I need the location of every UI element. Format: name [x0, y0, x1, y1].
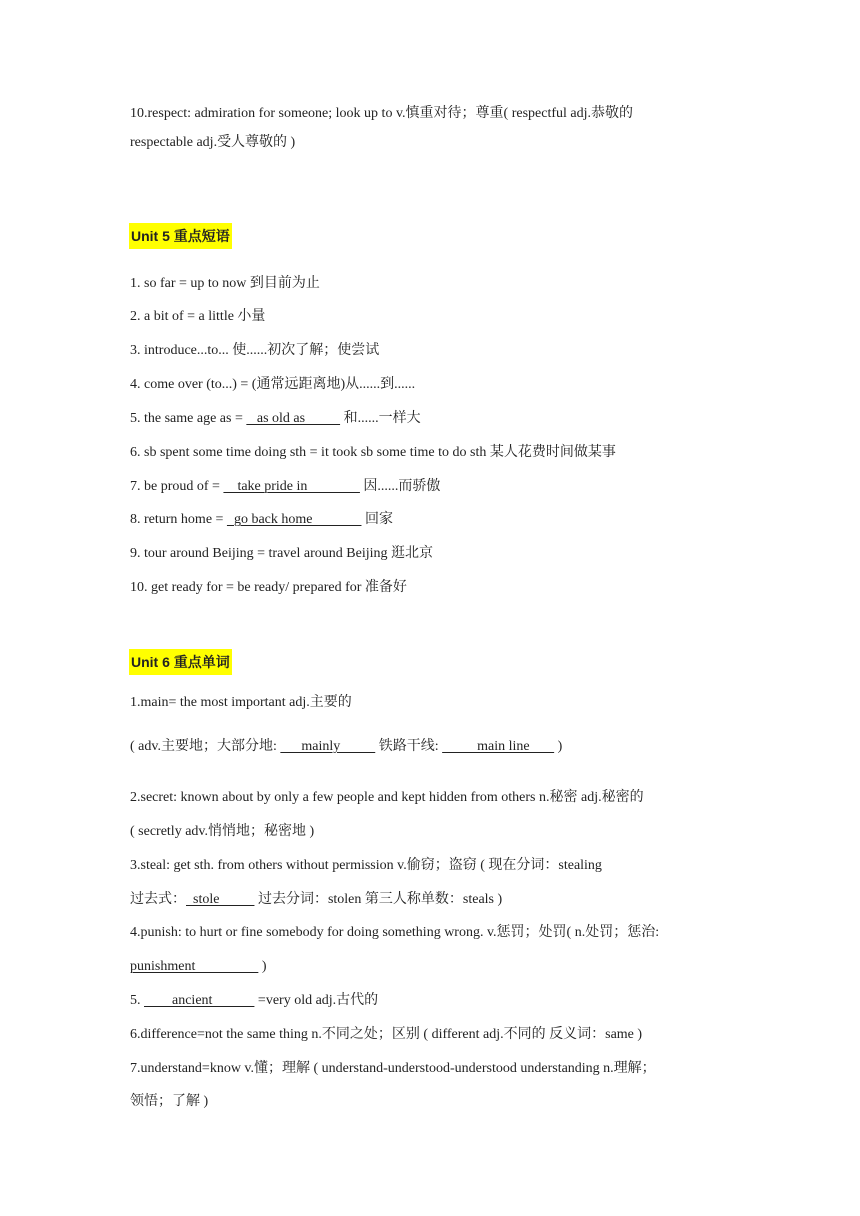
entry-respect-line2: respectable adj.受人尊敬的 ): [130, 135, 296, 150]
unit5-heading: Unit 5 重点短语: [129, 223, 232, 249]
item-suffix: 回家: [361, 512, 393, 527]
item-middle: 铁路干线:: [375, 739, 443, 754]
unit5-item-7: [130, 477, 440, 497]
unit6-main-line2: [130, 737, 562, 757]
fill-in-blank: mainly: [280, 739, 376, 754]
fill-in-blank: go back home: [226, 512, 362, 527]
unit6-punish-line2: [130, 957, 267, 977]
item-suffix: =very old adj.古代的: [254, 993, 379, 1008]
unit6-secret-line1: 2.secret: known about by only a few people and kept hidden from others n.秘密 adj.秘密的: [130, 790, 644, 805]
unit6-difference: 6.difference=not the same thing n.不同之处；区别 ( different adj.不同的 反义词：same ): [130, 1027, 643, 1042]
unit5-item-3: 3. introduce...to... 使......初次了解；使尝试: [130, 343, 380, 358]
unit5-item-5: [130, 409, 421, 429]
unit5-item-1: 1. so far = up to now 到目前为止: [130, 276, 320, 291]
item-suffix: ): [258, 959, 267, 974]
unit6-understand-line2: 领悟；了解 ): [130, 1094, 209, 1109]
unit5-item-4: 4. come over (to...) = (通常远距离地)从......到......: [130, 377, 416, 392]
fill-in-blank: punishment: [130, 959, 259, 974]
entry-respect-line1: 10.respect: admiration for someone; look up to v.慎重对待；尊重( respectful adj.恭敬的: [130, 106, 633, 121]
fill-in-blank: main line: [442, 739, 555, 754]
unit6-secret-line2: ( secretly adv.悄悄地；秘密地 ): [130, 824, 315, 839]
fill-in-blank: take pride in: [223, 479, 360, 494]
fill-in-blank: as old as: [246, 411, 341, 426]
item-prefix: 5.: [130, 993, 144, 1008]
fill-in-blank: ancient: [144, 993, 255, 1008]
unit5-item-10: 10. get ready for = be ready/ prepared for 准备好: [130, 580, 407, 595]
item-suffix: 和......一样大: [340, 411, 421, 426]
item-prefix: 8. return home =: [130, 512, 227, 527]
unit6-steal-line1: 3.steal: get sth. from others without permission v.偷窃；盗窃 ( 现在分词：stealing: [130, 858, 602, 873]
unit6-punish-line1: 4.punish: to hurt or fine somebody for doing something wrong. v.惩罚；处罚( n.处罚；惩治:: [130, 925, 660, 940]
unit5-item-2: 2. a bit of = a little 小量: [130, 309, 266, 324]
item-suffix: ): [554, 739, 563, 754]
unit6-understand-line1: 7.understand=know v.懂；理解 ( understand-understood-understood understanding n.理解；: [130, 1061, 656, 1076]
item-prefix: 5. the same age as =: [130, 411, 247, 426]
unit6-ancient: [130, 991, 378, 1011]
unit5-item-8: [130, 510, 393, 530]
item-prefix: ( adv.主要地；大部分地:: [130, 739, 281, 754]
fill-in-blank: stole: [186, 892, 255, 907]
unit6-steal-line2: [130, 890, 502, 910]
item-suffix: 过去分词：stolen 第三人称单数：steals ): [254, 892, 503, 907]
unit6-heading: Unit 6 重点单词: [129, 649, 232, 675]
unit5-item-6: 6. sb spent some time doing sth = it took sb some time to do sth 某人花费时间做某事: [130, 445, 616, 460]
unit6-main-line1: 1.main= the most important adj.主要的: [130, 695, 352, 710]
unit5-item-9: 9. tour around Beijing = travel around Beijing 逛北京: [130, 546, 434, 561]
item-prefix: 7. be proud of =: [130, 479, 224, 494]
item-prefix: 过去式：: [130, 892, 186, 907]
item-suffix: 因......而骄傲: [359, 479, 441, 494]
